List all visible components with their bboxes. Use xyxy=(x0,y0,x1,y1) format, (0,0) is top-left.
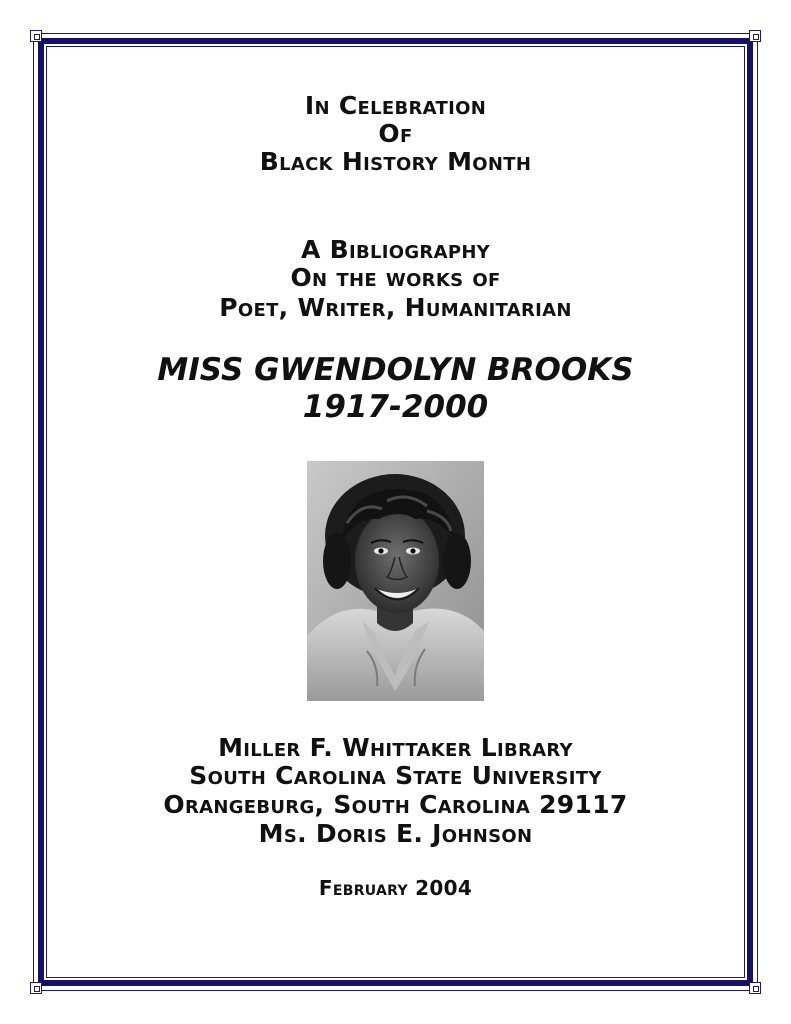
publication-date: February 2004 xyxy=(318,876,473,900)
library-line-3: Orangeburg, South Carolina 29117 xyxy=(163,790,628,819)
bibliography-line-2: On the works of xyxy=(290,263,501,292)
border-corner-top-left xyxy=(30,30,42,42)
bibliography-line-3: Poet, Writer, Humanitarian xyxy=(219,293,572,322)
celebration-line-3: Black History Month xyxy=(259,147,532,176)
portrait-photo xyxy=(307,461,484,701)
library-line-4: Ms. Doris E. Johnson xyxy=(258,819,533,848)
celebration-line-2: Of xyxy=(378,119,413,148)
subject-years: 1917-2000 xyxy=(302,389,489,425)
library-line-2: South Carolina State University xyxy=(189,761,602,790)
border-corner-bottom-right xyxy=(749,982,761,994)
celebration-line-1: In Celebration xyxy=(304,91,487,120)
subject-name: MISS GWENDOLYN BROOKS xyxy=(157,352,634,388)
bibliography-line-1: A Bibliography xyxy=(300,235,491,264)
library-line-1: Miller F. Whittaker Library xyxy=(218,733,573,762)
border-corner-bottom-left xyxy=(30,982,42,994)
portrait-image xyxy=(307,461,484,701)
border-corner-top-right xyxy=(749,30,761,42)
